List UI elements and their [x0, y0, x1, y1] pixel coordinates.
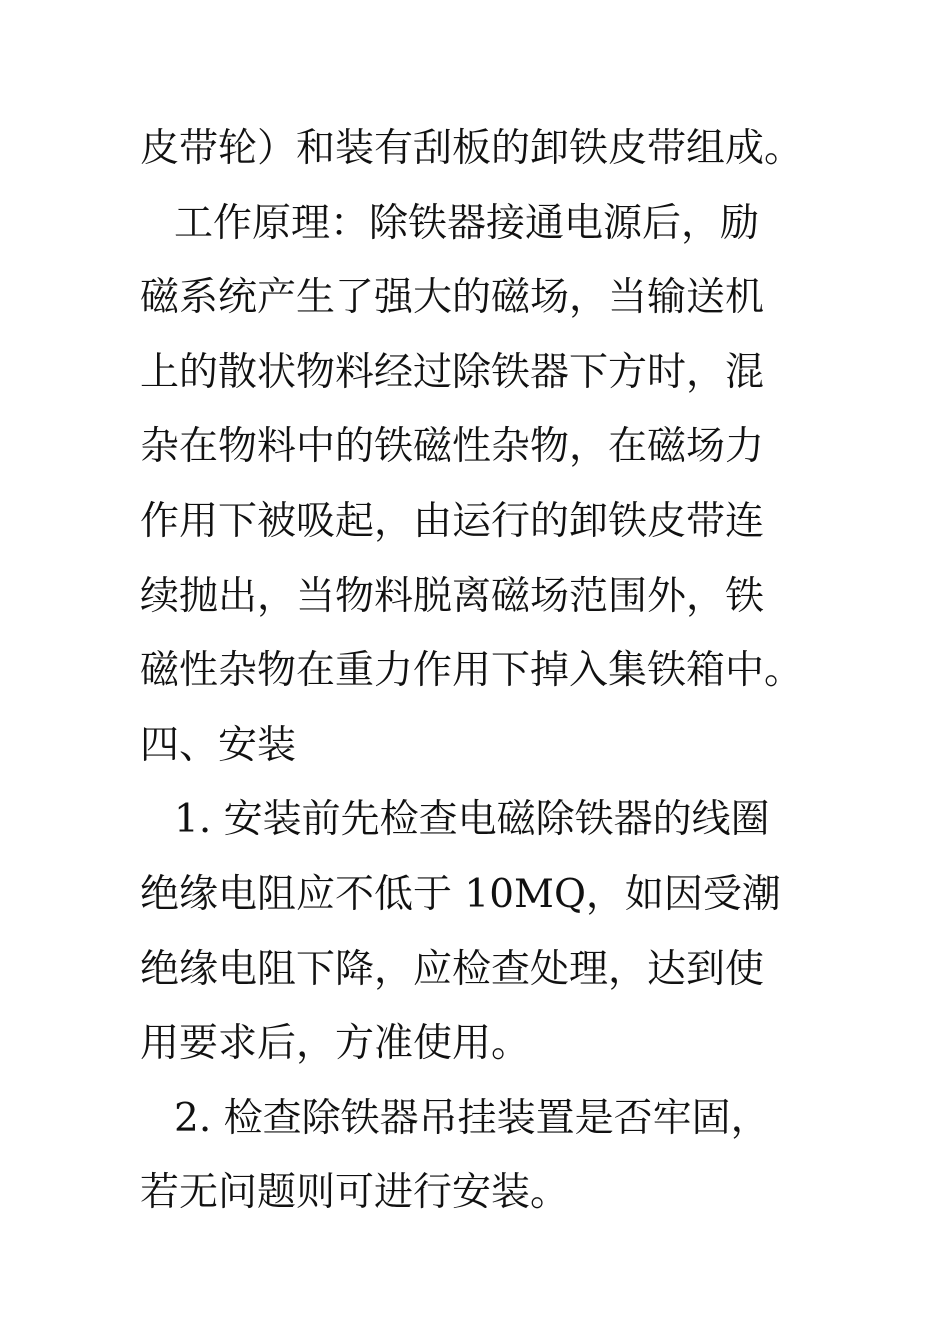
text-line: 上的散状物料经过除铁器下方时，混 [140, 349, 765, 395]
document-body [140, 112, 840, 1231]
section-heading: 四、安装 [140, 722, 297, 768]
text-line: 作用下被吸起，由运行的卸铁皮带连 [140, 498, 765, 544]
text-line: 磁系统产生了强大的磁场，当输送机 [140, 275, 765, 321]
text-line: 皮带轮）和装有刮板的卸铁皮带组成。 [140, 126, 804, 171]
text-line: 磁性杂物在重力作用下掉入集铁箱中。 [140, 648, 804, 694]
text-line: 1. 安装前先检查电磁除铁器的线圈 [174, 797, 770, 843]
text-line: 工作原理：除铁器接通电源后，励 [174, 200, 760, 246]
text-line: 若无问题则可进行安装。 [140, 1170, 570, 1216]
text-line: 绝缘电阻下降，应检查处理，达到使 [140, 946, 765, 992]
text-line: 绝缘电阻应不低于 10MQ，如因受潮 [140, 871, 781, 917]
text-line: 用要求后，方准使用。 [140, 1021, 531, 1067]
text-line: 2. 检查除铁器吊挂装置是否牢固， [174, 1095, 770, 1141]
text-line: 杂在物料中的铁磁性杂物，在磁场力 [140, 424, 765, 470]
text-line: 续抛出，当物料脱离磁场范围外，铁 [140, 573, 765, 619]
